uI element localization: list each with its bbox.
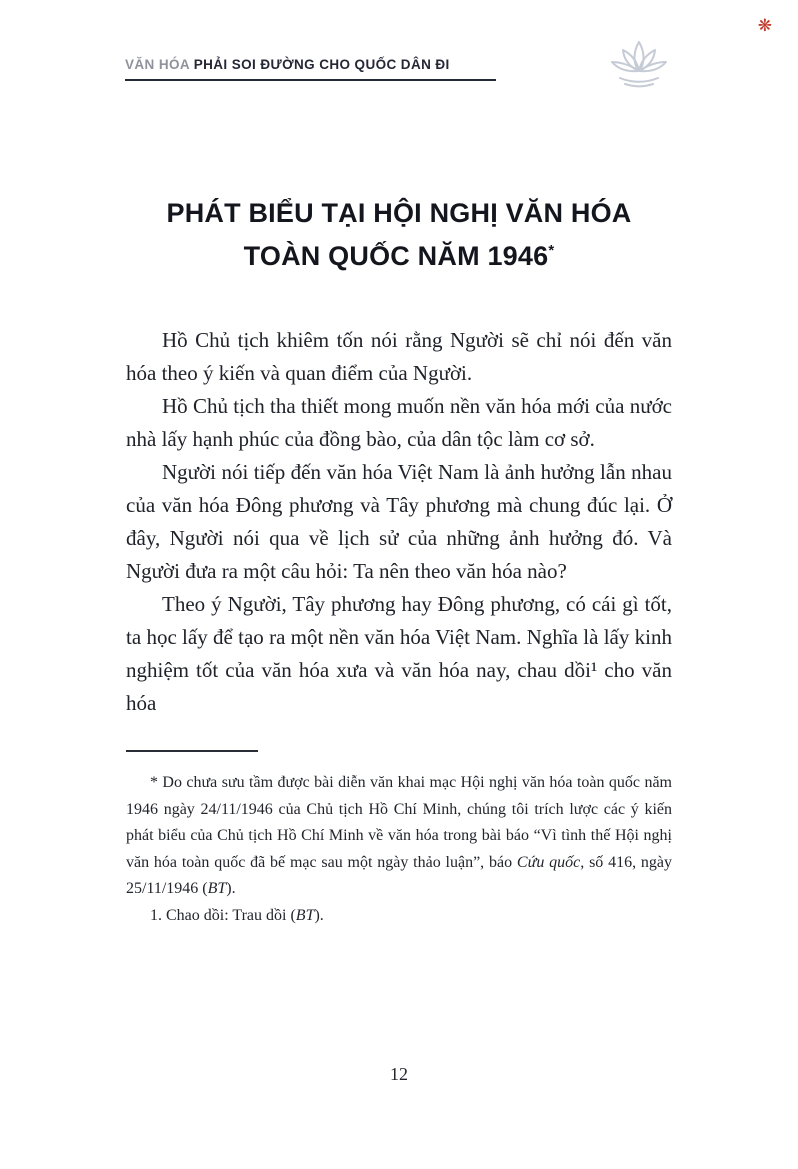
footnote-star-text-2: , số 416, ngày 25/11/1946 ( <box>126 853 673 898</box>
running-title-rest: PHẢI SOI ĐƯỜNG CHO QUỐC DÂN ĐI <box>193 57 450 72</box>
page-number: 12 <box>390 1064 408 1084</box>
running-title <box>125 57 496 81</box>
running-header <box>125 56 496 81</box>
footnote-divider <box>126 750 258 752</box>
body-text <box>126 324 672 720</box>
footnote-star-italic-1: Cứu quốc <box>516 853 581 871</box>
paragraph-1: Hồ Chủ tịch khiêm tốn nói rằng Người sẽ chỉ nói đến văn hóa theo ý kiến và quan điểm của Người. <box>126 328 672 386</box>
red-flower-icon: ❋ <box>757 16 772 36</box>
footnote-1-italic-1: BT <box>295 906 315 924</box>
paragraph-2: Hồ Chủ tịch tha thiết mong muốn nền văn hóa mới của nước nhà lấy hạnh phúc của đồng bào, của dân tộc làm cơ sở. <box>126 394 672 452</box>
chapter-title-line2: TOÀN QUỐC NĂM 1946 <box>243 241 549 272</box>
footnote-star <box>126 770 672 903</box>
title-footnote-marker: * <box>548 243 555 260</box>
running-title-book-name: VĂN HÓA <box>125 57 190 72</box>
chapter-title <box>126 192 672 278</box>
paragraph-3: Người nói tiếp đến văn hóa Việt Nam là ảnh hưởng lẫn nhau của văn hóa Đông phương và Tây phương mà chung đúc lại. Ở đây, Người nói qua về lịch sử của những ảnh hưởng đó. Và Người đưa ra một câu hỏi: Ta nên theo văn hóa nào? <box>126 460 672 584</box>
footnote-1 <box>126 903 672 930</box>
footnote-star-text-3: ). <box>226 880 236 898</box>
page-content <box>126 192 672 929</box>
footnote-star-italic-2: BT <box>207 880 227 898</box>
chapter-title-line1: PHÁT BIỂU TẠI HỘI NGHỊ VĂN HÓA <box>166 198 632 228</box>
footnotes <box>126 770 672 929</box>
footnote-star-text-1: * Do chưa sưu tầm được bài diễn văn khai mạc Hội nghị văn hóa toàn quốc năm 1946 ngày 24/11/1946 của Chủ tịch Hồ Chí Minh, chúng tôi trích lược các ý kiến phát biểu của Chủ tịch Hồ Chí Minh về văn hóa trong bài báo “Vì tình thế Hội nghị văn hóa toàn quốc đã bế mạc sau một ngày thảo luận”, báo <box>126 774 672 871</box>
paragraph-4: Theo ý Người, Tây phương hay Đông phương, có cái gì tốt, ta học lấy để tạo ra một nền văn hóa Việt Nam. Nghĩa là lấy kinh nghiệm tốt của văn hóa xưa và văn hóa nay, chau dồi¹ cho văn hóa <box>126 592 672 716</box>
lotus-logo-icon <box>608 38 670 93</box>
footnote-1-text-2: ). <box>314 906 324 924</box>
footnote-1-text-1: 1. Chao dồi: Trau dồi ( <box>150 906 296 924</box>
